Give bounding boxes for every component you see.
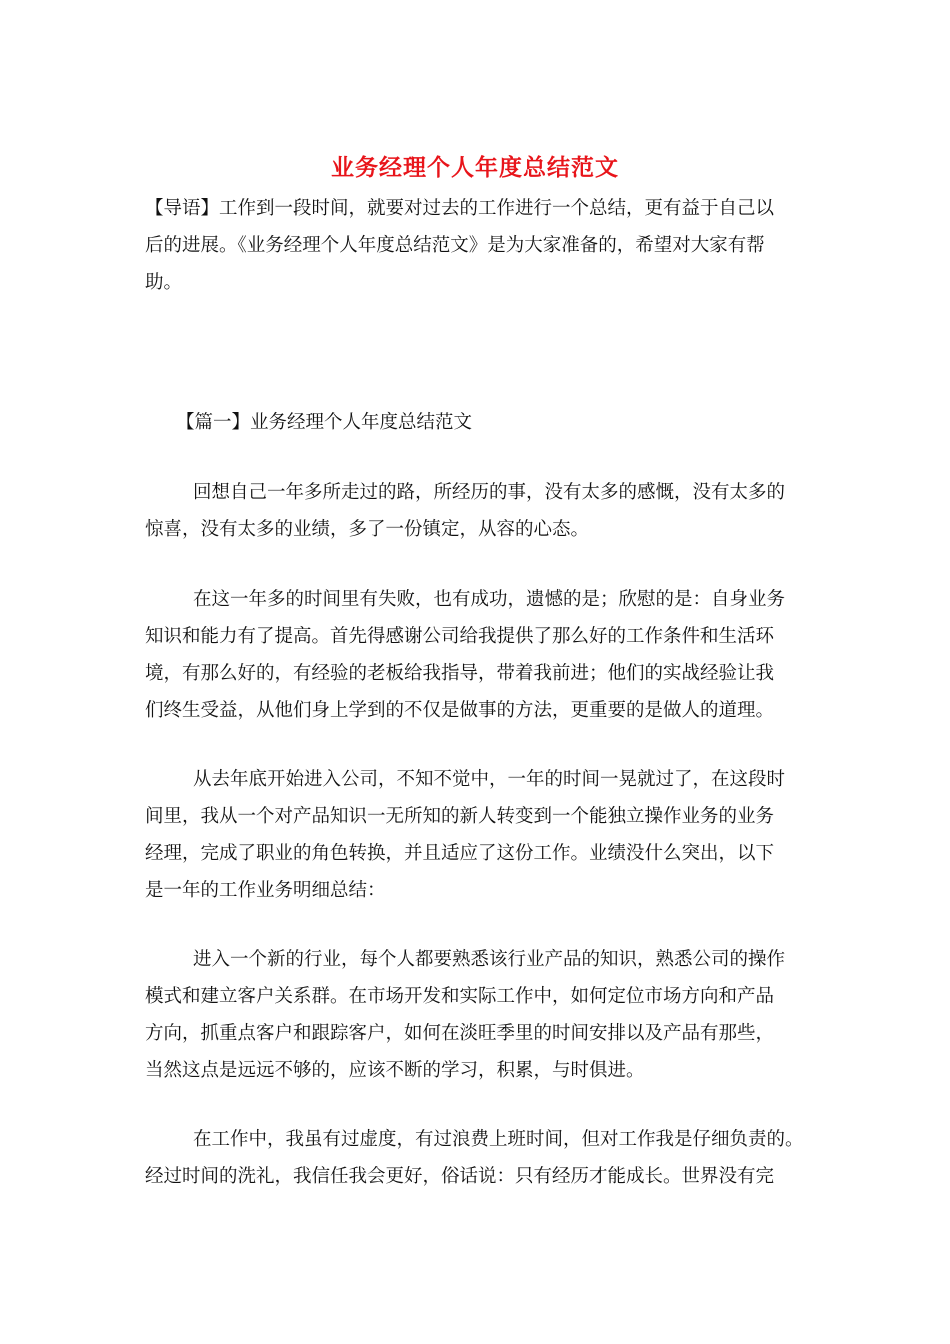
body-paragraph-5 (145, 1121, 809, 1195)
paragraph-line: 回想自己一年多所走过的路，所经历的事，没有太多的感慨，没有太多的 (193, 482, 786, 503)
body-paragraph-4 (145, 941, 809, 1089)
paragraph-line: 间里，我从一个对产品知识一无所知的新人转变到一个能独立操作业务的业务 (145, 806, 775, 827)
paragraph-line: 从去年底开始进入公司，不知不觉中，一年的时间一晃就过了，在这段时 (193, 769, 786, 790)
paragraph-line: 在工作中，我虽有过虚度，有过浪费上班时间，但对工作我是仔细负责的。 (193, 1129, 804, 1150)
paragraph-line: 境，有那么好的，有经验的老板给我指导，带着我前进；他们的实战经验让我 (145, 663, 775, 684)
intro-line: 助。 (145, 272, 183, 293)
section-heading: 【篇一】业务经理个人年度总结范文 (176, 412, 473, 433)
paragraph-line: 是一年的工作业务明细总结： (145, 880, 386, 901)
paragraph-line: 进入一个新的行业，每个人都要熟悉该行业产品的知识，熟悉公司的操作 (193, 949, 786, 970)
intro-paragraph (145, 190, 809, 301)
body-paragraph-2 (145, 581, 809, 729)
paragraph-line: 当然这点是远远不够的，应该不断的学习，积累，与时俱进。 (145, 1060, 645, 1081)
paragraph-line: 知识和能力有了提高。首先得感谢公司给我提供了那么好的工作条件和生活环 (145, 626, 775, 647)
intro-line: 【导语】工作到一段时间，就要对过去的工作进行一个总结，更有益于自己以 (145, 198, 775, 219)
paragraph-line: 经理，完成了职业的角色转换，并且适应了这份工作。业绩没什么突出，以下 (145, 843, 775, 864)
body-paragraph-1 (145, 474, 809, 548)
paragraph-line: 模式和建立客户关系群。在市场开发和实际工作中，如何定位市场方向和产品 (145, 986, 775, 1007)
paragraph-line: 们终生受益，从他们身上学到的不仅是做事的方法，更重要的是做人的道理。 (145, 700, 775, 721)
paragraph-line: 在这一年多的时间里有失败，也有成功，遗憾的是；欣慰的是：自身业务 (193, 589, 786, 610)
intro-line: 后的进展。《业务经理个人年度总结范文》是为大家准备的，希望对大家有帮 (145, 235, 765, 256)
document-title: 业务经理个人年度总结范文 (331, 154, 619, 181)
paragraph-line: 惊喜，没有太多的业绩，多了一份镇定，从容的心态。 (145, 519, 590, 540)
body-paragraph-3 (145, 761, 809, 909)
paragraph-line: 方向，抓重点客户和跟踪客户，如何在淡旺季里的时间安排以及产品有那些， (145, 1023, 775, 1044)
paragraph-line: 经过时间的洗礼，我信任我会更好，俗话说：只有经历才能成长。世界没有完 (145, 1166, 775, 1187)
